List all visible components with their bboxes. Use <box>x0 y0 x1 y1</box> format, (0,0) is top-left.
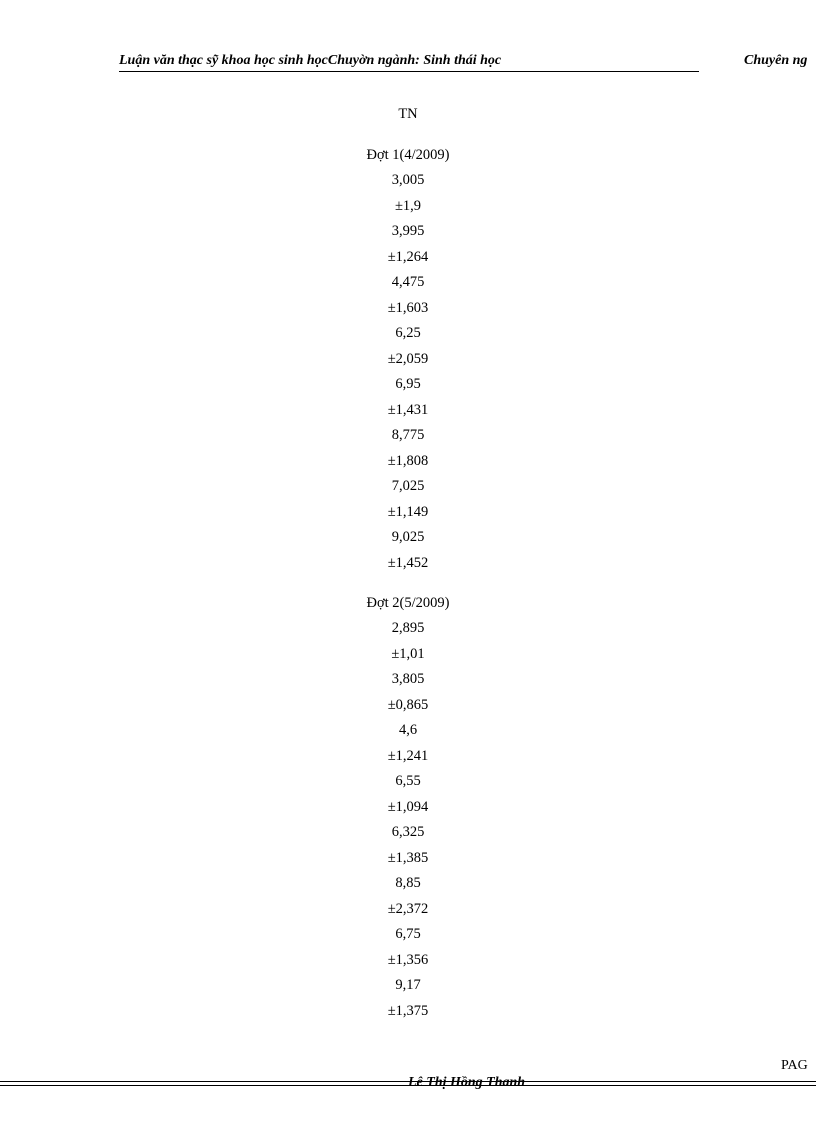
batch-1-value: 3,005 <box>391 172 425 188</box>
batch-2-value: ±1,241 <box>387 747 429 764</box>
batch-1-value: ±1,149 <box>387 503 429 520</box>
batch-2-value: ±1,375 <box>387 1002 429 1019</box>
batch-1-title: Đợt 1(4/2009) <box>366 147 450 163</box>
page-number-label: PAG <box>781 1058 808 1073</box>
batch-1-value: ±1,808 <box>387 452 429 469</box>
batch-1-value: ±1,264 <box>387 248 429 265</box>
batch-1-value: 9,025 <box>391 529 425 545</box>
batch-1-value: 4,475 <box>391 274 425 290</box>
batch-1-value: ±1,452 <box>387 554 429 571</box>
batch-2-value: ±1,01 <box>391 645 425 662</box>
batch-2-value: 6,75 <box>395 926 421 942</box>
batch-1-value: ±1,9 <box>394 197 422 214</box>
batch-1-value: 6,95 <box>395 376 421 392</box>
batch-1-value: ±2,059 <box>387 350 429 367</box>
batch-2-value: 3,805 <box>391 671 425 687</box>
batch-2-title: Đợt 2(5/2009) <box>366 595 450 611</box>
batch-2-value: ±2,372 <box>387 900 429 917</box>
batch-1-value: 8,775 <box>391 427 425 443</box>
batch-2-value: 6,325 <box>391 824 425 840</box>
running-header-left: Luận văn thạc sỹ khoa học sinh họcChuyờn ngành: Sinh thái học <box>119 53 699 72</box>
batch-2-value: 9,17 <box>395 977 421 993</box>
batch-2-value: 2,895 <box>391 620 425 636</box>
batch-1-value: 7,025 <box>391 478 425 494</box>
batch-2-value: 6,55 <box>395 773 421 789</box>
batch-1-value: ±1,431 <box>387 401 429 418</box>
batch-1-value: 6,25 <box>395 325 421 341</box>
running-header-right: Chuyên ng <box>744 53 808 68</box>
footer-author: Lê Thị Hồng Thanh <box>408 1075 526 1090</box>
section-gap <box>308 576 508 590</box>
batch-2-value: 4,6 <box>398 722 418 738</box>
batch-2-value: ±1,356 <box>387 951 429 968</box>
column-label: TN <box>398 106 418 122</box>
data-column <box>308 102 508 1024</box>
batch-1-value: 3,995 <box>391 223 425 239</box>
batch-2-value: 8,85 <box>395 875 421 891</box>
batch-2-value: ±1,385 <box>387 849 429 866</box>
batch-2-value: ±1,094 <box>387 798 429 815</box>
batch-2-value: ±0,865 <box>387 696 429 713</box>
batch-1-value: ±1,603 <box>387 299 429 316</box>
